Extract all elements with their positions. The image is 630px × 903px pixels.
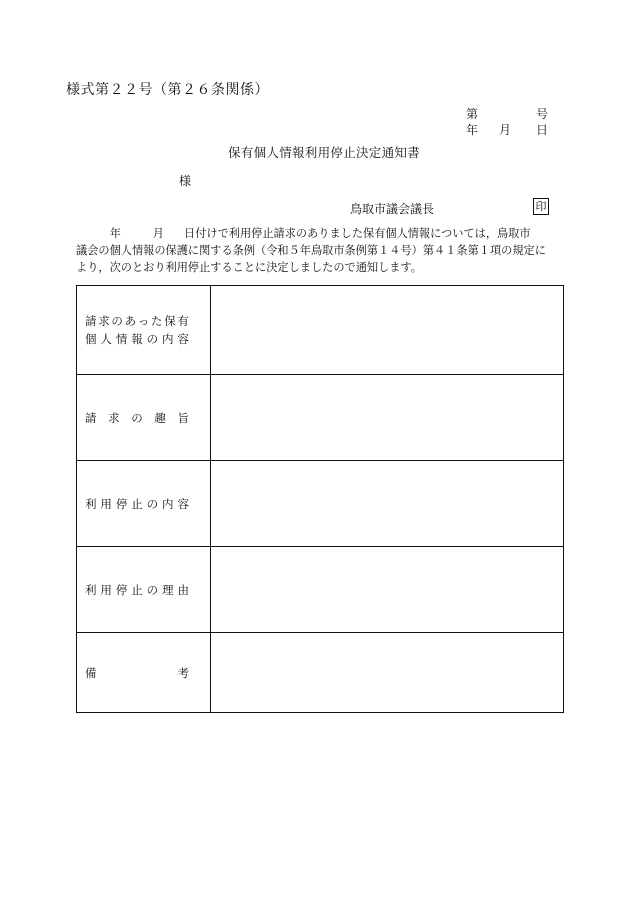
value-suspension-content[interactable] [211,461,564,547]
label-line-1 [85,409,189,427]
row-label-suspension-content [77,461,211,547]
body-line-3: より，次のとおり利用停止することに決定しましたので通知します。 [76,261,422,274]
label-char: の [111,314,123,328]
label-char: 有 [177,314,189,328]
label-char: た [151,314,163,328]
remarks-left: 備 [85,665,97,680]
label-char: 容 [177,332,189,346]
label-line-1 [85,664,189,682]
table-row [77,375,564,461]
label-char: の [131,410,143,425]
label-char: 内 [162,496,174,511]
label-char: 内 [162,332,174,346]
label-char: 人 [100,332,112,346]
label-char: 求 [98,314,110,328]
label-char: あ [124,314,137,328]
label-line-1 [85,581,189,599]
notice-body [76,225,568,276]
body-line-1-rest: 日付けで利用停止請求のありました保有個人情報については，鳥取市 [184,227,531,240]
label-char: の [146,496,159,511]
body-line-2: 議会の個人情報の保護に関する条例（令和５年鳥取市条例第１４号）第４１条第１項の規定に [76,244,546,257]
label-char: 止 [131,496,143,511]
label-char: 趣 [154,410,166,425]
label-char: 保 [164,314,176,328]
date-day: 日 [536,123,549,137]
label-line-1 [85,495,189,513]
label-char: 用 [100,582,112,597]
value-request-purpose[interactable] [211,375,564,461]
doc-number-dai: 第 [466,107,479,121]
label-char: 個 [85,332,97,346]
sender-name: 鳥取市議会議長 [350,202,435,216]
label-char: 停 [115,496,128,511]
label-char: 旨 [177,410,189,425]
label-char: っ [137,314,150,328]
table-row [77,461,564,547]
document-title: 保有個人情報利用停止決定通知書 [228,145,421,160]
row-label-suspension-reason [77,547,211,633]
label-char: 止 [131,582,143,597]
value-suspension-reason[interactable] [211,547,564,633]
addressee-suffix: 様 [179,174,192,188]
date-month: 月 [499,123,512,137]
table-row [77,547,564,633]
value-requested-info[interactable] [211,286,564,375]
form-table [76,285,564,713]
body-line-1 [76,225,568,242]
label-char: 求 [108,410,120,425]
label-char: の [146,332,159,346]
label-char: 停 [115,582,128,597]
table-row [77,633,564,713]
label-char: 請 [85,410,97,425]
row-label-remarks [77,633,211,713]
body-year: 年 [109,227,121,240]
form-number: 様式第２２号（第２６条関係） [66,82,269,98]
value-remarks[interactable] [211,633,564,713]
label-char: 請 [85,314,97,328]
row-label-request-purpose [77,375,211,461]
label-char: 容 [177,496,189,511]
label-char: 情 [115,332,128,346]
label-char: 理 [162,582,174,597]
label-char: 用 [100,496,112,511]
label-line-1 [85,312,189,330]
label-char: 報 [131,332,143,346]
body-month: 月 [152,227,164,240]
seal-mark: 印 [533,198,549,215]
label-line-2 [85,330,189,348]
remarks-right: 考 [177,665,189,680]
label-char: の [146,582,159,597]
row-label-requested-info [77,286,211,375]
label-char: 利 [85,496,97,511]
date-year: 年 [466,123,479,137]
label-char: 利 [85,582,97,597]
doc-number-go: 号 [536,107,549,121]
table-row [77,286,564,375]
label-char: 由 [177,582,189,597]
